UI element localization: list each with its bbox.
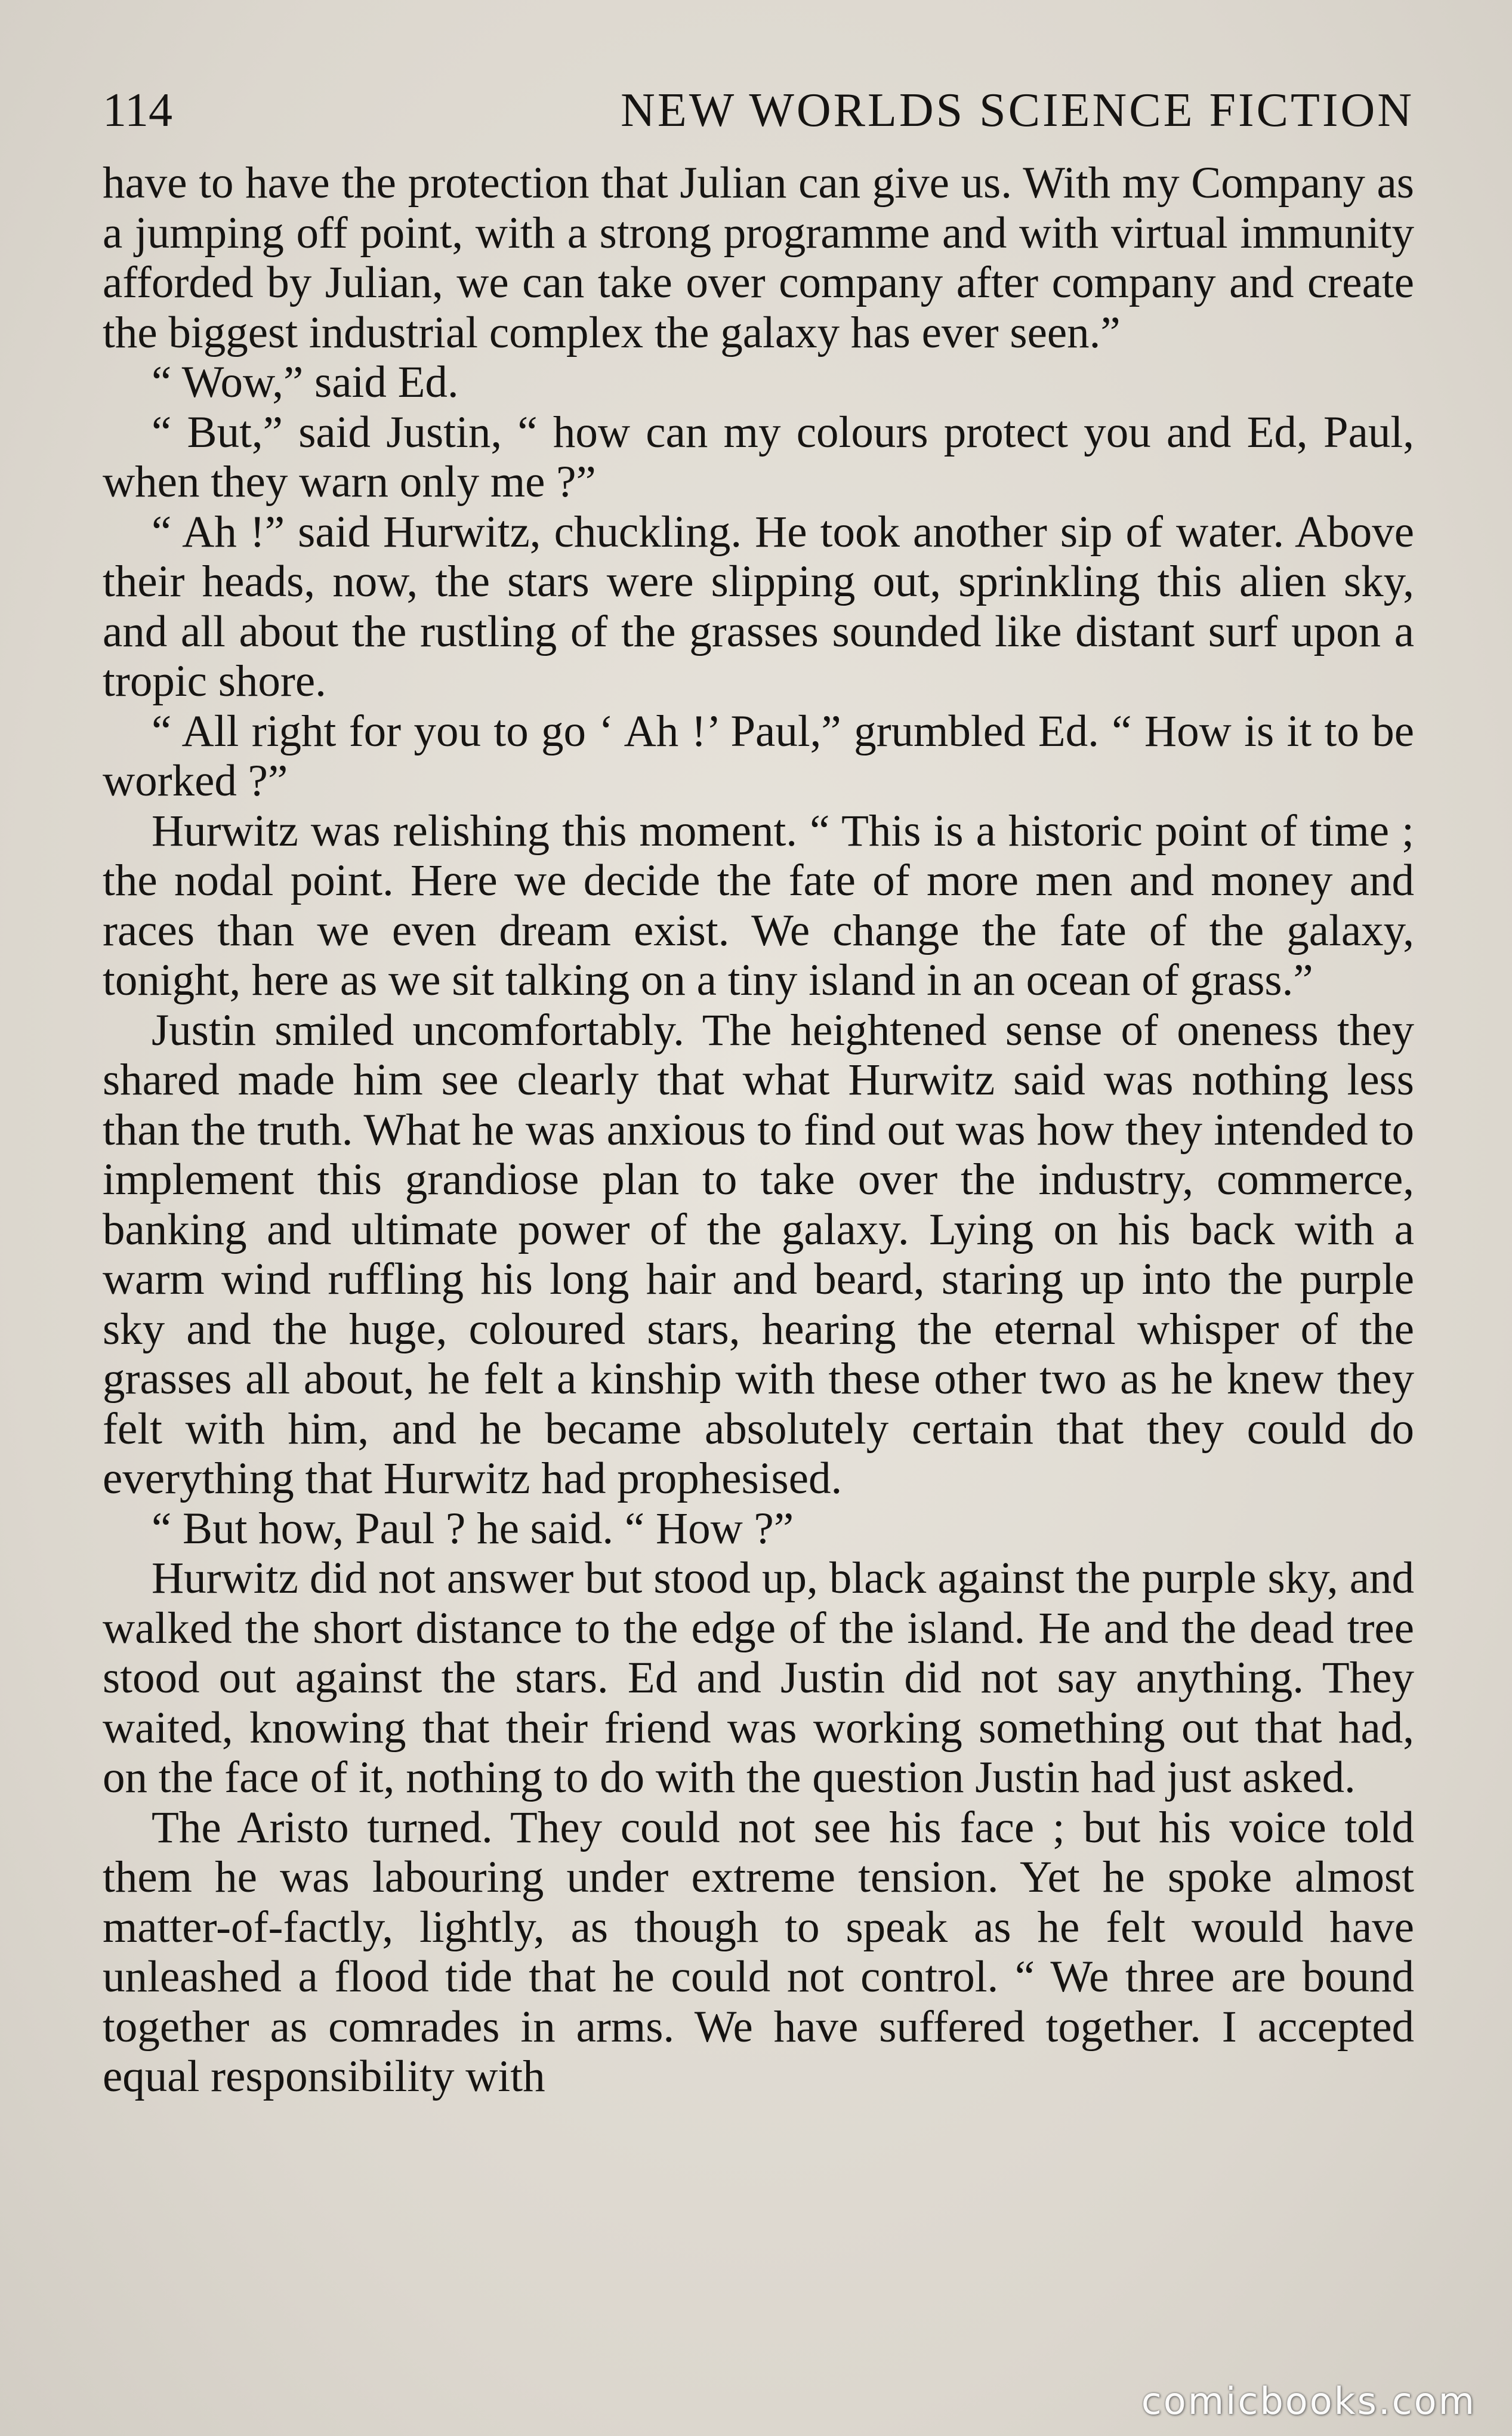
book-page xyxy=(103,75,1414,2102)
paragraph: “ All right for you to go ‘ Ah !’ Paul,” grumbled Ed. “ How is it to be worked ?” xyxy=(103,706,1414,806)
paragraph: “ Ah !” said Hurwitz, chuckling. He took another sip of water. Above their heads, now, the stars were slipping out, sprinkling this alien sky, and all about the rustling of the grasses sounded like distant surf upon a tropic shore. xyxy=(103,507,1414,706)
story-text xyxy=(103,158,1414,2102)
paragraph: Justin smiled uncomfortably. The heightened sense of oneness they shared made him see clearly that what Hurwitz said was nothing less than the truth. What he was anxious to find out was how they intended to implement this grandiose plan to take over the industry, commerce, banking and ultimate power of the galaxy. Lying on his back with a warm wind ruffling his long hair and beard, staring up into the purple sky and the huge, coloured stars, hearing the eternal whisper of the grasses all about, he felt a kinship with these other two as he knew they felt with him, and he became absolutely certain that they could do everything that Hurwitz had prophesised. xyxy=(103,1005,1414,1503)
running-head xyxy=(103,75,1414,146)
paragraph: have to have the protection that Julian can give us. With my Company as a jumping off point, with a strong programme and with virtual immunity afforded by Julian, we can take over company after company and create the biggest industrial complex the galaxy has ever seen.” xyxy=(103,158,1414,357)
paragraph: Hurwitz did not answer but stood up, black against the purple sky, and walked the short distance to the edge of the island. He and the dead tree stood out against the stars. Ed and Justin did not say anything. They waited, knowing that their friend was working something out that had, on the face of it, nothing to do with the question Justin had just asked. xyxy=(103,1553,1414,1802)
paragraph: The Aristo turned. They could not see his face ; but his voice told them he was labouring under extreme tension. Yet he spoke almost matter-of-factly, lightly, as though to speak as he felt would have unleashed a flood tide that he could not control. “ We three are bound together as comrades in arms. We have suffered together. I accepted equal responsibility with xyxy=(103,1802,1414,2101)
page-number: 114 xyxy=(103,84,173,137)
watermark-logo: comicbooks.com xyxy=(1141,2379,1476,2423)
paragraph: Hurwitz was relishing this moment. “ This is a historic point of time ; the nodal point. Here we decide the fate of more men and money and races than we even dream exist. We change the fate of the galaxy, tonight, here as we sit talking on a tiny island in an ocean of grass.” xyxy=(103,806,1414,1005)
magazine-title: NEW WORLDS SCIENCE FICTION xyxy=(621,84,1414,137)
paragraph: “ But how, Paul ? he said. “ How ?” xyxy=(152,1503,794,1553)
paragraph: “ But,” said Justin, “ how can my colours protect you and Ed, Paul, when they warn only me ?” xyxy=(103,407,1414,507)
paragraph: “ Wow,” said Ed. xyxy=(152,357,459,407)
